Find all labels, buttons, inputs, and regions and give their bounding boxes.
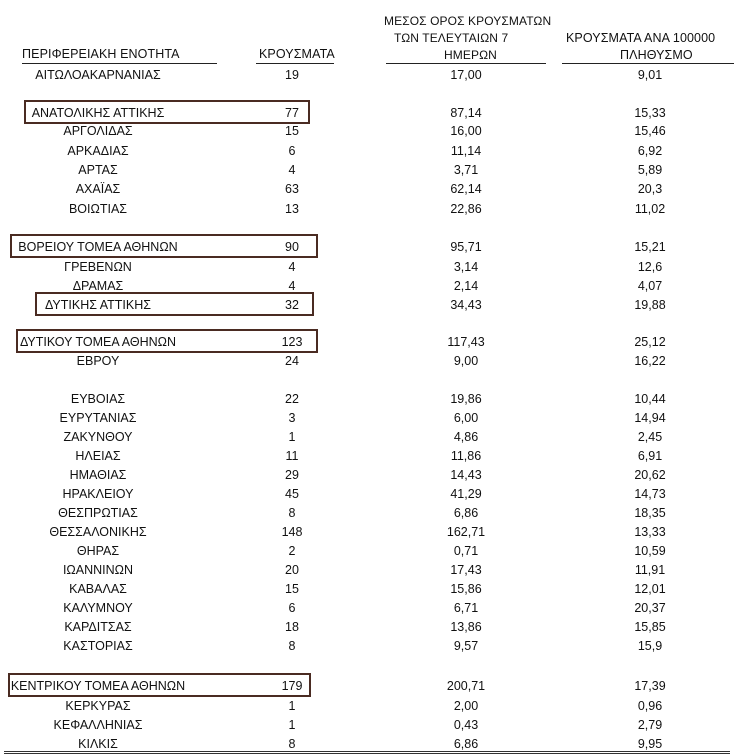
region-cell: ΔΥΤΙΚΗΣ ΑΤΤΙΚΗΣ [45, 298, 151, 312]
avg-7day-cell: 0,43 [453, 718, 479, 732]
region-cell: ΕΥΒΟΙΑΣ [70, 392, 126, 406]
cases-cell: 20 [285, 563, 299, 577]
cases-cell: 148 [281, 525, 303, 539]
header-per100k-line2: ΠΛΗΘΥΣΜΟ [620, 48, 693, 62]
per100k-cell: 11,02 [634, 202, 666, 216]
avg-7day-cell: 11,14 [450, 144, 482, 158]
cases-cell: 4 [288, 163, 296, 177]
region-cell: ΚΕΡΚΥΡΑΣ [65, 699, 131, 713]
per100k-cell: 18,35 [634, 506, 666, 520]
per100k-cell: 13,33 [634, 525, 666, 539]
region-cell: ΑΙΤΩΛΟΑΚΑΡΝΑΝΙΑΣ [35, 68, 161, 82]
region-cell: ΑΧΑΪΑΣ [75, 182, 121, 196]
table-row [0, 238, 734, 257]
table-row [0, 180, 734, 199]
per100k-cell: 20,62 [634, 468, 666, 482]
table-row [0, 447, 734, 466]
avg-7day-cell: 3,14 [453, 260, 479, 274]
avg-7day-cell: 2,14 [453, 279, 479, 293]
table-row [0, 542, 734, 561]
cases-cell: 8 [288, 639, 296, 653]
table-row [0, 580, 734, 599]
cases-cell: 19 [285, 68, 299, 82]
table-row [0, 161, 734, 180]
table-row [0, 66, 734, 85]
header-avg-line2: ΤΩΝ ΤΕΛΕΥΤΑΙΩΝ 7 [394, 31, 509, 45]
per100k-cell: 15,21 [634, 240, 666, 254]
table-row [0, 409, 734, 428]
avg-7day-cell: 13,86 [450, 620, 482, 634]
table-row [0, 561, 734, 580]
per100k-cell: 6,91 [637, 449, 663, 463]
avg-7day-cell: 6,71 [453, 601, 479, 615]
per100k-cell: 2,45 [637, 430, 663, 444]
cases-cell: 6 [288, 601, 296, 615]
table-row [0, 504, 734, 523]
per100k-cell: 9,01 [637, 68, 663, 82]
region-cell: ΚΙΛΚΙΣ [78, 737, 118, 751]
per100k-cell: 14,73 [634, 487, 666, 501]
per100k-cell: 20,3 [637, 182, 663, 196]
per100k-cell: 12,6 [637, 260, 663, 274]
avg-7day-cell: 95,71 [450, 240, 482, 254]
header-cases: ΚΡΟΥΣΜΑΤΑ [259, 47, 335, 61]
cases-cell: 63 [285, 182, 299, 196]
cases-cell: 15 [285, 124, 299, 138]
header-per100k-line1: ΚΡΟΥΣΜΑΤΑ ΑΝΑ 100000 [566, 31, 716, 45]
region-cell: ΕΥΡΥΤΑΝΙΑΣ [59, 411, 137, 425]
avg-7day-cell: 200,71 [446, 679, 486, 693]
cases-cell: 77 [285, 106, 299, 120]
avg-7day-cell: 14,43 [450, 468, 482, 482]
cases-cell: 18 [285, 620, 299, 634]
per100k-cell: 16,22 [634, 354, 666, 368]
region-cell: ΚΑΒΑΛΑΣ [69, 582, 127, 596]
region-cell: ΗΛΕΙΑΣ [75, 449, 121, 463]
per100k-cell: 0,96 [637, 699, 663, 713]
region-cell: ΚΕΦΑΛΛΗΝΙΑΣ [53, 718, 143, 732]
per100k-cell: 20,37 [634, 601, 666, 615]
per100k-cell: 15,46 [634, 124, 666, 138]
cases-cell: 45 [285, 487, 299, 501]
cases-cell: 1 [288, 699, 296, 713]
region-cell: ΕΒΡΟΥ [76, 354, 120, 368]
per100k-cell: 10,44 [634, 392, 666, 406]
region-cell: ΑΡΚΑΔΙΑΣ [67, 144, 129, 158]
region-cell: ΚΕΝΤΡΙΚΟΥ ΤΟΜΕΑ ΑΘΗΝΩΝ [10, 679, 186, 693]
cases-cell: 4 [288, 260, 296, 274]
avg-7day-cell: 87,14 [450, 106, 482, 120]
region-cell: ΑΡΓΟΛΙΔΑΣ [63, 124, 133, 138]
per100k-cell: 19,88 [634, 298, 666, 312]
table-row [0, 104, 734, 123]
table-row [0, 716, 734, 735]
table-row [0, 277, 734, 296]
per100k-cell: 11,91 [634, 563, 666, 577]
cases-cell: 6 [288, 144, 296, 158]
avg-7day-cell: 3,71 [453, 163, 479, 177]
table-row [0, 523, 734, 542]
per100k-cell: 4,07 [637, 279, 663, 293]
avg-7day-cell: 15,86 [450, 582, 482, 596]
table-row [0, 637, 734, 656]
region-cell: ΙΩΑΝΝΙΝΩΝ [62, 563, 134, 577]
region-cell: ΗΜΑΘΙΑΣ [69, 468, 127, 482]
avg-7day-cell: 6,86 [453, 506, 479, 520]
cases-cell: 90 [285, 240, 299, 254]
region-cell: ΒΟΡΕΙΟΥ ΤΟΜΕΑ ΑΘΗΝΩΝ [18, 240, 178, 254]
table-row [0, 677, 734, 696]
table-row [0, 485, 734, 504]
per100k-cell: 10,59 [634, 544, 666, 558]
table-row [0, 390, 734, 409]
avg-7day-cell: 162,71 [446, 525, 486, 539]
table-row [0, 258, 734, 277]
avg-7day-cell: 34,43 [450, 298, 482, 312]
avg-7day-cell: 16,00 [450, 124, 482, 138]
avg-7day-cell: 62,14 [450, 182, 482, 196]
table-row [0, 142, 734, 161]
avg-7day-cell: 4,86 [453, 430, 479, 444]
region-cell: ΑΝΑΤΟΛΙΚΗΣ ΑΤΤΙΚΗΣ [31, 106, 165, 120]
per100k-cell: 9,95 [637, 737, 663, 751]
table-row [0, 697, 734, 716]
table-row [0, 333, 734, 352]
cases-cell: 29 [285, 468, 299, 482]
cases-cell: 32 [285, 298, 299, 312]
header-avg-line1: ΜΕΣΟΣ ΟΡΟΣ ΚΡΟΥΣΜΑΤΩΝ [384, 14, 552, 28]
table-row [0, 122, 734, 141]
per100k-cell: 6,92 [637, 144, 663, 158]
avg-7day-cell: 11,86 [450, 449, 482, 463]
region-cell: ΘΗΡΑΣ [76, 544, 120, 558]
table-row [0, 618, 734, 637]
cases-cell: 179 [281, 679, 303, 693]
region-cell: ΘΕΣΠΡΩΤΙΑΣ [58, 506, 138, 520]
region-cell: ΖΑΚΥΝΘΟΥ [63, 430, 133, 444]
bottom-rule [4, 751, 730, 754]
avg-7day-cell: 17,00 [450, 68, 482, 82]
region-cell: ΔΥΤΙΚΟΥ ΤΟΜΕΑ ΑΘΗΝΩΝ [19, 335, 177, 349]
table-row [0, 428, 734, 447]
per100k-cell: 2,79 [637, 718, 663, 732]
table-row [0, 466, 734, 485]
region-cell: ΚΑΛΥΜΝΟΥ [63, 601, 133, 615]
per100k-cell: 15,85 [634, 620, 666, 634]
per100k-cell: 5,89 [637, 163, 663, 177]
region-cell: ΓΡΕΒΕΝΩΝ [64, 260, 132, 274]
cases-cell: 8 [288, 737, 296, 751]
cases-cell: 123 [281, 335, 303, 349]
table-row [0, 599, 734, 618]
region-cell: ΗΡΑΚΛΕΙΟΥ [62, 487, 134, 501]
region-cell: ΔΡΑΜΑΣ [72, 279, 124, 293]
per100k-cell: 12,01 [634, 582, 666, 596]
cases-cell: 8 [288, 506, 296, 520]
avg-7day-cell: 6,00 [453, 411, 479, 425]
cases-cell: 1 [288, 430, 296, 444]
cases-cell: 4 [288, 279, 296, 293]
cases-cell: 11 [285, 449, 299, 463]
avg-7day-cell: 17,43 [450, 563, 482, 577]
per100k-cell: 17,39 [634, 679, 666, 693]
per100k-cell: 15,33 [634, 106, 666, 120]
region-cell: ΑΡΤΑΣ [78, 163, 118, 177]
header-avg-line3: ΗΜΕΡΩΝ [444, 48, 497, 62]
avg-7day-cell: 9,57 [453, 639, 479, 653]
avg-7day-cell: 0,71 [453, 544, 479, 558]
table-row [0, 352, 734, 371]
region-cell: ΚΑΣΤΟΡΙΑΣ [63, 639, 133, 653]
cases-cell: 22 [285, 392, 299, 406]
per100k-cell: 15,9 [637, 639, 663, 653]
cases-cell: 15 [285, 582, 299, 596]
region-cell: ΒΟΙΩΤΙΑΣ [68, 202, 128, 216]
avg-7day-cell: 41,29 [450, 487, 482, 501]
region-cell: ΘΕΣΣΑΛΟΝΙΚΗΣ [49, 525, 147, 539]
region-cell: ΚΑΡΔΙΤΣΑΣ [64, 620, 132, 634]
avg-7day-cell: 2,00 [453, 699, 479, 713]
cases-cell: 24 [285, 354, 299, 368]
avg-7day-cell: 22,86 [450, 202, 482, 216]
avg-7day-cell: 9,00 [453, 354, 479, 368]
per100k-cell: 14,94 [634, 411, 666, 425]
cases-cell: 2 [288, 544, 296, 558]
cases-cell: 1 [288, 718, 296, 732]
per100k-cell: 25,12 [634, 335, 666, 349]
cases-cell: 3 [288, 411, 296, 425]
table-row [0, 200, 734, 219]
header-region: ΠΕΡΙΦΕΡΕΙΑΚΗ ΕΝΟΤΗΤΑ [22, 47, 180, 61]
cases-cell: 13 [285, 202, 299, 216]
avg-7day-cell: 6,86 [453, 737, 479, 751]
avg-7day-cell: 117,43 [447, 335, 485, 349]
table-row [0, 296, 734, 315]
avg-7day-cell: 19,86 [450, 392, 482, 406]
